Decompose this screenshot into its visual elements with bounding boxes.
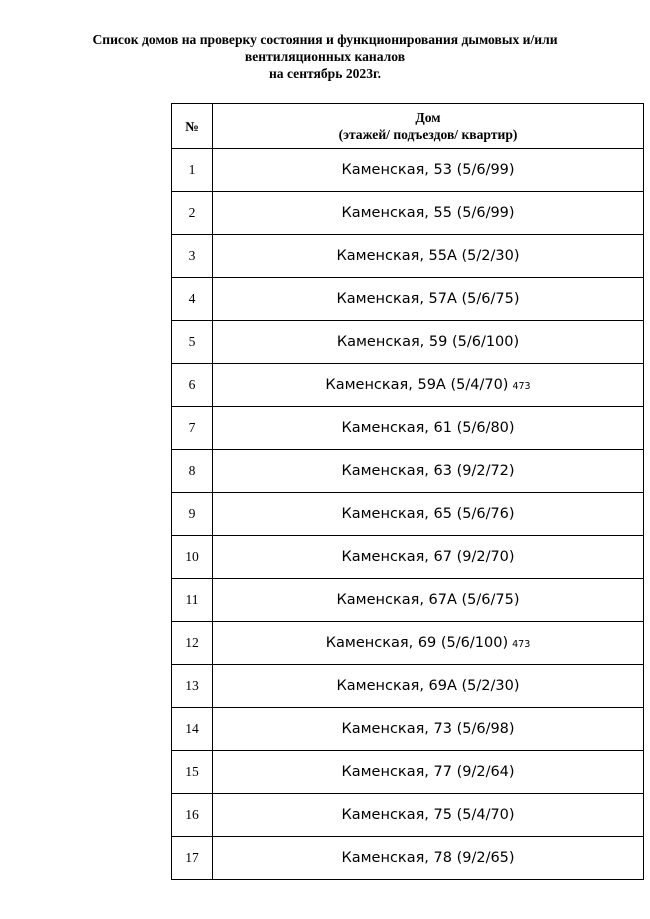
- row-number: 5: [172, 321, 213, 364]
- row-house: [213, 579, 644, 622]
- row-house: [213, 149, 644, 192]
- house-note: 473: [512, 381, 531, 392]
- house-address: Каменская, 55А (5/2/30): [336, 248, 520, 264]
- row-number: 12: [172, 622, 213, 665]
- house-address: Каменская, 67А (5/6/75): [336, 592, 520, 608]
- house-note: 473: [512, 639, 531, 650]
- row-house: [213, 192, 644, 235]
- house-address: Каменская, 59 (5/6/100): [336, 334, 520, 350]
- table-row: [172, 235, 644, 278]
- row-house: [213, 622, 644, 665]
- row-house: [213, 493, 644, 536]
- row-number: 10: [172, 536, 213, 579]
- title-line-2: вентиляционных каналов: [244, 49, 406, 64]
- row-number: 6: [172, 364, 213, 407]
- table-row: [172, 837, 644, 880]
- row-house: [213, 794, 644, 837]
- header-house: [213, 104, 644, 149]
- table-row: [172, 536, 644, 579]
- header-number: №: [172, 104, 213, 149]
- document-title: [0, 31, 650, 82]
- house-address: Каменская, 77 (9/2/64): [341, 764, 515, 780]
- house-address: Каменская, 53 (5/6/99): [341, 162, 515, 178]
- row-house: [213, 278, 644, 321]
- table-row: [172, 579, 644, 622]
- row-number: 3: [172, 235, 213, 278]
- house-address: Каменская, 73 (5/6/98): [341, 721, 515, 737]
- table-row: [172, 278, 644, 321]
- header-house-sub: (этажей/ подъездов/ квартир): [338, 127, 518, 142]
- row-number: 8: [172, 450, 213, 493]
- table-row: [172, 794, 644, 837]
- row-number: 17: [172, 837, 213, 880]
- row-house: [213, 450, 644, 493]
- house-address: Каменская, 65 (5/6/76): [341, 506, 515, 522]
- row-house: [213, 665, 644, 708]
- table-row: [172, 493, 644, 536]
- row-number: 16: [172, 794, 213, 837]
- house-address: Каменская, 78 (9/2/65): [341, 850, 515, 866]
- table-row: [172, 407, 644, 450]
- row-number: 11: [172, 579, 213, 622]
- row-house: [213, 364, 644, 407]
- table-header-row: [172, 104, 644, 149]
- row-house: [213, 235, 644, 278]
- table-row: [172, 192, 644, 235]
- row-number: 14: [172, 708, 213, 751]
- row-house: [213, 751, 644, 794]
- houses-table: [171, 103, 644, 880]
- table-row: [172, 708, 644, 751]
- row-number: 15: [172, 751, 213, 794]
- house-address: Каменская, 69 (5/6/100): [325, 635, 509, 651]
- table-row: [172, 321, 644, 364]
- house-address: Каменская, 63 (9/2/72): [341, 463, 515, 479]
- house-address: Каменская, 69А (5/2/30): [336, 678, 520, 694]
- header-house-label: Дом: [415, 110, 441, 125]
- row-number: 9: [172, 493, 213, 536]
- house-address: Каменская, 61 (5/6/80): [341, 420, 515, 436]
- table-row: [172, 364, 644, 407]
- table-row: [172, 751, 644, 794]
- table-row: [172, 622, 644, 665]
- row-house: [213, 708, 644, 751]
- title-line-3: на сентябрь 2023г.: [268, 66, 382, 81]
- house-address: Каменская, 55 (5/6/99): [341, 205, 515, 221]
- house-address: Каменская, 67 (9/2/70): [341, 549, 515, 565]
- table-row: [172, 450, 644, 493]
- table-row: [172, 149, 644, 192]
- table-row: [172, 665, 644, 708]
- house-address: Каменская, 75 (5/4/70): [341, 807, 515, 823]
- title-line-1: Список домов на проверку состояния и функционирования дымовых и/или: [92, 32, 558, 47]
- row-number: 4: [172, 278, 213, 321]
- table-body: [172, 149, 644, 880]
- row-house: [213, 837, 644, 880]
- row-number: 7: [172, 407, 213, 450]
- row-house: [213, 321, 644, 364]
- house-address: Каменская, 57А (5/6/75): [336, 291, 520, 307]
- house-address: Каменская, 59А (5/4/70): [325, 377, 509, 393]
- row-house: [213, 536, 644, 579]
- row-number: 13: [172, 665, 213, 708]
- row-number: 1: [172, 149, 213, 192]
- row-number: 2: [172, 192, 213, 235]
- row-house: [213, 407, 644, 450]
